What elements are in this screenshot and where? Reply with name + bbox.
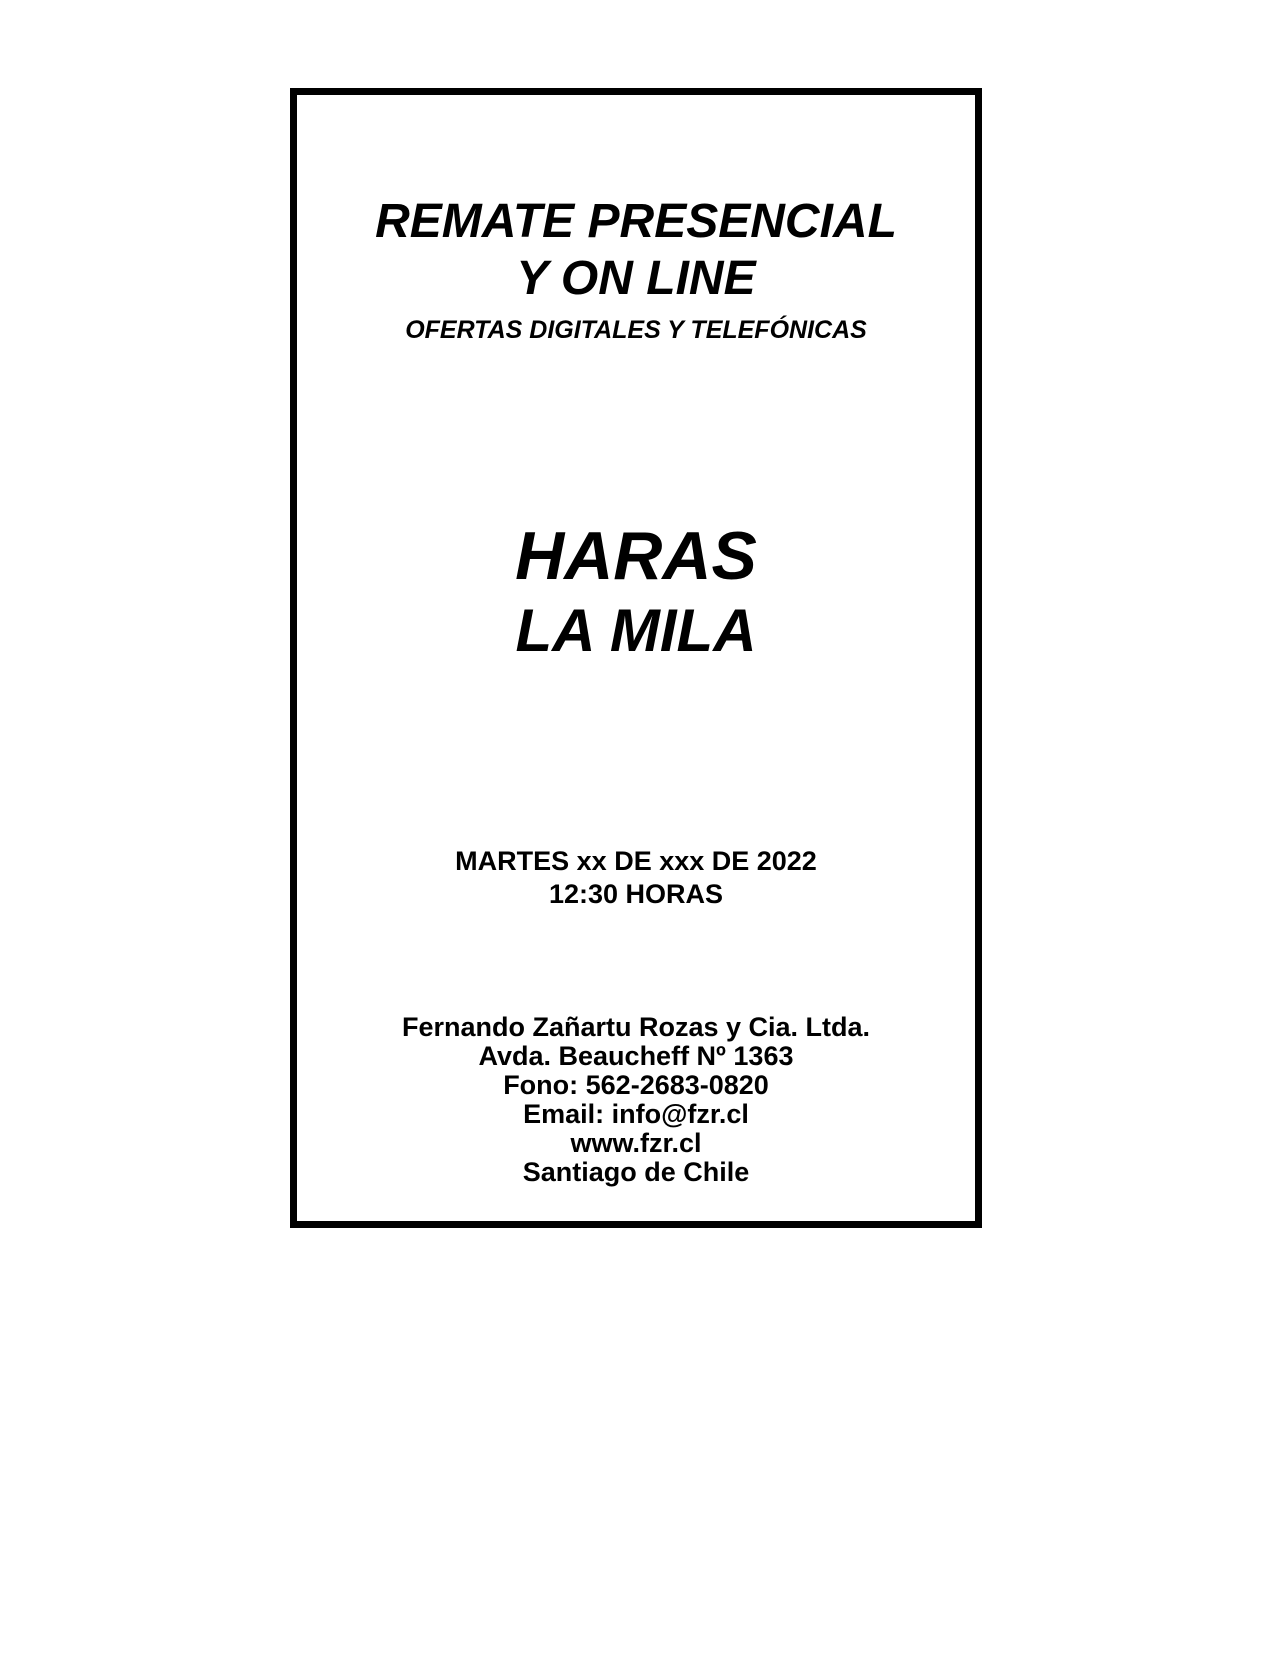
haras-name-line-2: LA MILA — [515, 597, 757, 664]
website: www.fzr.cl — [570, 1128, 702, 1158]
title-line-1: REMATE PRESENCIAL — [375, 195, 897, 248]
email: Email: info@fzr.cl — [523, 1099, 749, 1129]
address: Avda. Beaucheff Nº 1363 — [478, 1041, 794, 1071]
subtitle: OFERTAS DIGITALES Y TELEFÓNICAS — [405, 316, 867, 344]
event-date: MARTES xx DE xxx DE 2022 — [455, 846, 817, 876]
event-time: 12:30 HORAS — [548, 879, 724, 909]
cover-frame — [290, 88, 982, 1228]
company-name: Fernando Zañartu Rozas y Cia. Ltda. — [401, 1012, 871, 1042]
haras-name-line-1: HARAS — [515, 518, 757, 594]
contact-block — [297, 1013, 975, 1187]
phone: Fono: 562-2683-0820 — [503, 1070, 769, 1100]
title-line-2: Y ON LINE — [516, 252, 756, 305]
city: Santiago de Chile — [522, 1157, 750, 1187]
